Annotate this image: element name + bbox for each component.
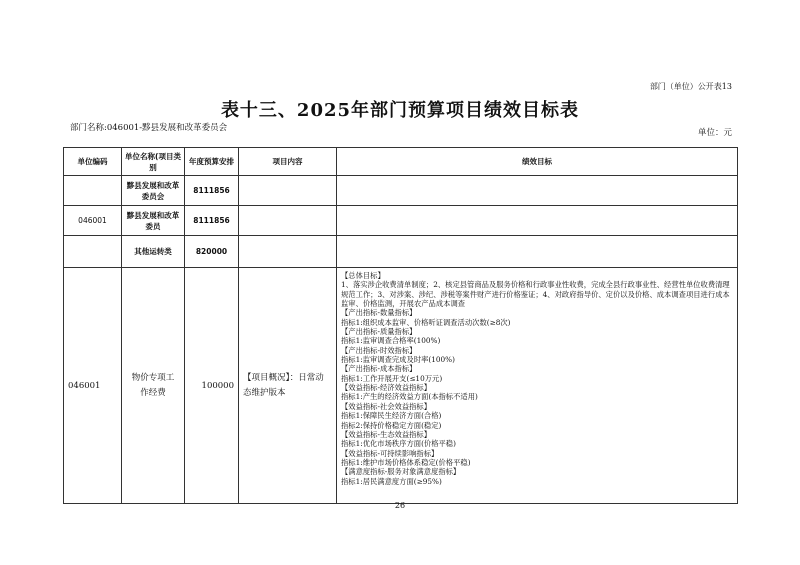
cell-budget: 8111856 [185, 206, 239, 236]
goal-line: 【满意度指标-服务对象满意度指标】 [341, 467, 461, 477]
goal-line: 指标1:居民满意度方面(≥95%) [341, 476, 442, 486]
page-number: 26 [394, 501, 406, 510]
department-name: 部门名称:046001-黟县发展和改革委员会 [70, 123, 228, 133]
cell-content [239, 236, 337, 268]
goal-line: 【总体目标】 [341, 271, 385, 280]
column-header: 项目内容 [239, 148, 337, 176]
column-header: 年度预算安排 [185, 148, 239, 176]
goal-line: 【产出指标-质量指标】 [341, 327, 417, 337]
goal-line: 【产出指标-数量指标】 [341, 308, 417, 318]
goal-line: 1、落实涉企收费清单制度；2、核定县管商品及服务价格和行政事业性收费，完成全县行政事业性、经营性单位收费清理规范工作；3、对涉案、涉纪、涉税等案件财产进行价格鉴证；4、对政府指导价、定价以及价格、成本调查项目进行成本监审、价格监测，开展农产品成本调查 [341, 280, 730, 309]
goal-line: 【产出指标-时效指标】 [341, 345, 417, 355]
goal-line: 指标1:工作开展开支(≤10万元) [341, 373, 443, 383]
column-header: 单位名称(项目类别 [122, 148, 185, 176]
goal-line: 【效益指标-可持续影响指标】 [341, 448, 439, 458]
table-row [64, 206, 738, 236]
goal-line: 指标1:保障民生经济方面(合格) [341, 411, 442, 421]
column-header: 绩效目标 [337, 148, 738, 176]
goal-line: 指标2:保持价格稳定方面(稳定) [341, 420, 442, 430]
cell-goal [337, 206, 738, 236]
cell-name: 黟县发展和改革委员会 [122, 176, 185, 206]
goal-line: 指标1:优化市场秩序方面(价格平稳) [341, 439, 456, 449]
cell-goal [337, 268, 738, 504]
cell-budget: 820000 [185, 236, 239, 268]
goal-line: 【效益指标-生态效益指标】 [341, 429, 432, 439]
cell-goal [337, 176, 738, 206]
goal-line: 指标1:产生的经济效益方面(本指标不适用) [341, 392, 478, 402]
unit-label: 单位：元 [697, 128, 732, 138]
cell-code: 046001 [64, 206, 122, 236]
table-row [64, 176, 738, 206]
cell-name: 物价专项工作经费 [122, 268, 185, 504]
page-title: 表十三、2025年部门预算项目绩效目标表 [220, 100, 580, 121]
cell-budget: 8111856 [185, 176, 239, 206]
cell-name: 黟县发展和改革委员 [122, 206, 185, 236]
cell-code [64, 236, 122, 268]
goal-line: 【效益指标-经济效益指标】 [341, 383, 432, 393]
table-row [64, 236, 738, 268]
performance-table [63, 147, 738, 504]
cell-code: 046001 [64, 268, 122, 504]
cell-content [239, 176, 337, 206]
table-row-detail [64, 268, 738, 504]
form-label: 部门（单位）公开表13 [649, 82, 732, 91]
goal-line: 指标1:监审调查完成及时率(100%) [341, 355, 455, 365]
cell-name: 其他运转类 [122, 236, 185, 268]
goal-line: 【产出指标-成本指标】 [341, 364, 417, 374]
column-header: 单位编码 [64, 148, 122, 176]
cell-code [64, 176, 122, 206]
goal-line: 指标1:监审调查合格率(100%) [341, 336, 441, 346]
goal-line: 【效益指标-社会效益指标】 [341, 401, 432, 411]
goal-line: 指标1:组织成本监审、价格听证调查活动次数(≥8次) [341, 317, 511, 327]
cell-content [239, 206, 337, 236]
cell-budget: 100000 [185, 268, 239, 504]
goal-line: 指标1:维护市场价格体系稳定(价格平稳) [341, 457, 471, 467]
cell-content: 【项目概况】：日常动态维护版本 [239, 268, 337, 504]
table-header-row [64, 148, 738, 176]
cell-goal [337, 236, 738, 268]
